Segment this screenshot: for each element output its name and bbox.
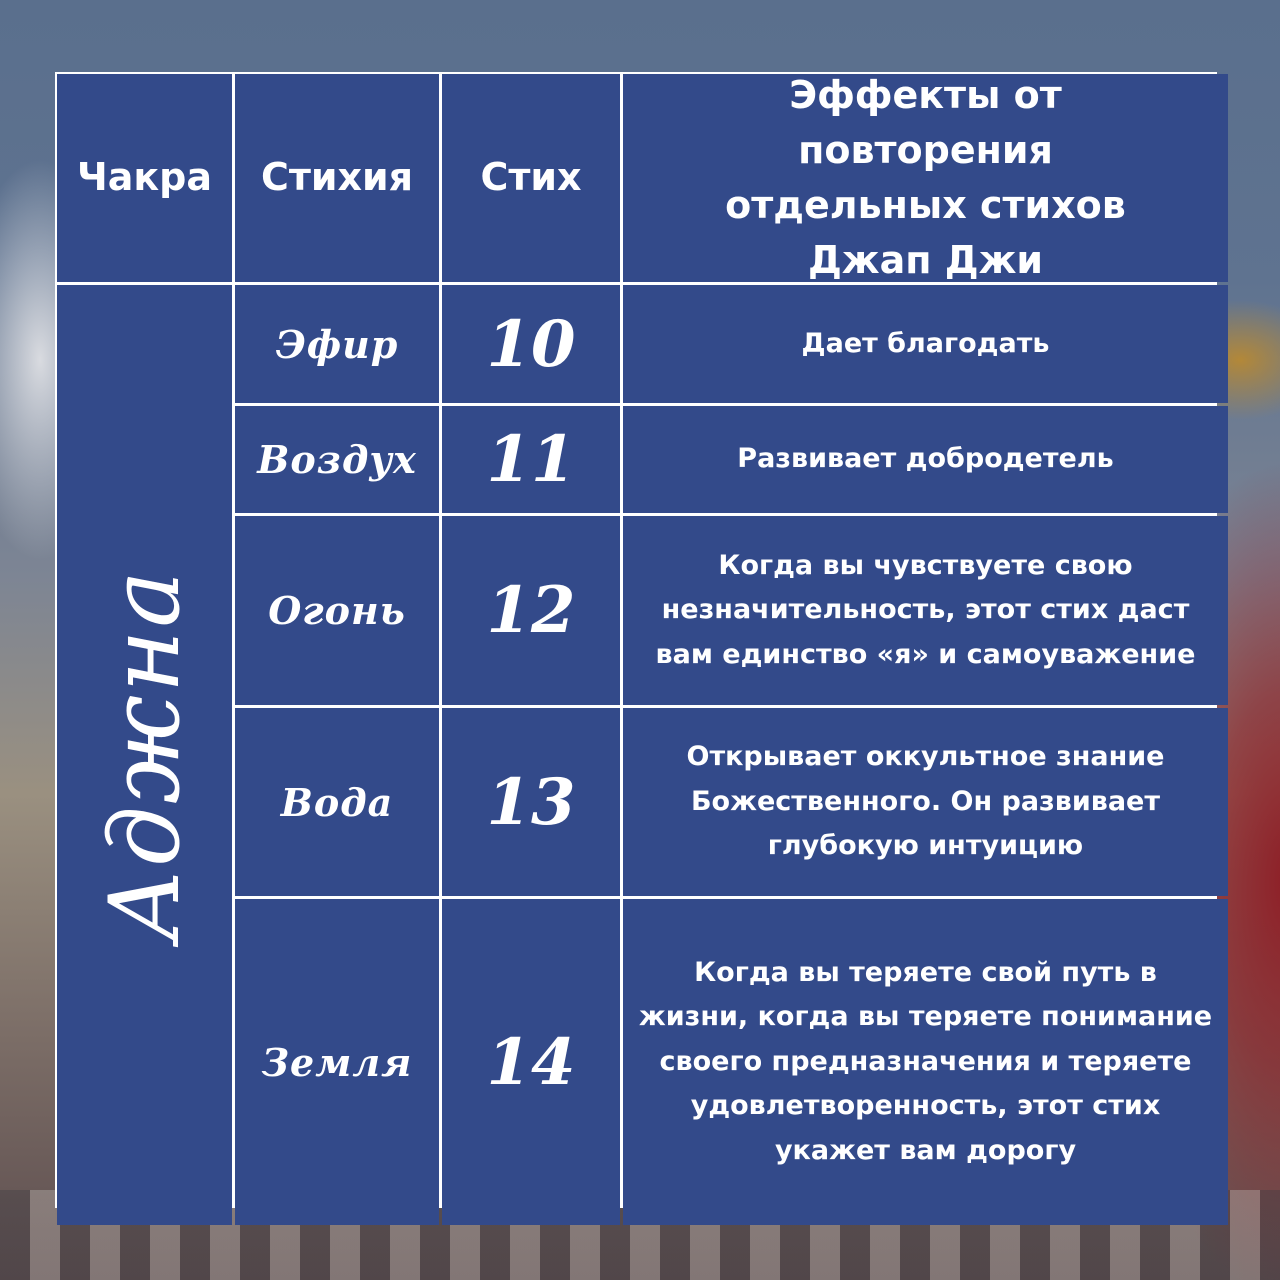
verse-cell: 11 <box>442 406 620 513</box>
effect-cell: Открывает оккультное знание Божественного. Он развивает глубокую интуицию <box>623 708 1228 896</box>
effect-cell: Развивает добродетель <box>623 406 1228 513</box>
verse-cell: 13 <box>442 708 620 896</box>
header-verse: Стих <box>442 74 620 282</box>
element-cell: Эфир <box>235 285 439 403</box>
chakra-table <box>55 72 1217 1208</box>
header-chakra: Чакра <box>57 74 232 282</box>
element-cell: Огонь <box>235 516 439 705</box>
verse-cell: 12 <box>442 516 620 705</box>
chakra-name: Аджна <box>88 568 201 942</box>
element-cell: Воздух <box>235 406 439 513</box>
effect-cell: Когда вы теряете свой путь в жизни, когда вы теряете понимание своего предназначения и теряете удовлетворенность, этот стих укажет вам дорогу <box>623 899 1228 1225</box>
effect-cell: Дает благодать <box>623 285 1228 403</box>
header-effects-label: Эффекты от повторения отдельных стихов Джап Джи <box>725 72 1126 283</box>
verse-cell: 10 <box>442 285 620 403</box>
effect-cell: Когда вы чувствуете свою незначительность, этот стих даст вам единство «я» и самоуважение <box>623 516 1228 705</box>
header-element: Стихия <box>235 74 439 282</box>
element-cell: Земля <box>235 899 439 1225</box>
header-effects <box>623 74 1228 282</box>
element-cell: Вода <box>235 708 439 896</box>
chakra-cell <box>57 285 232 1225</box>
verse-cell: 14 <box>442 899 620 1225</box>
